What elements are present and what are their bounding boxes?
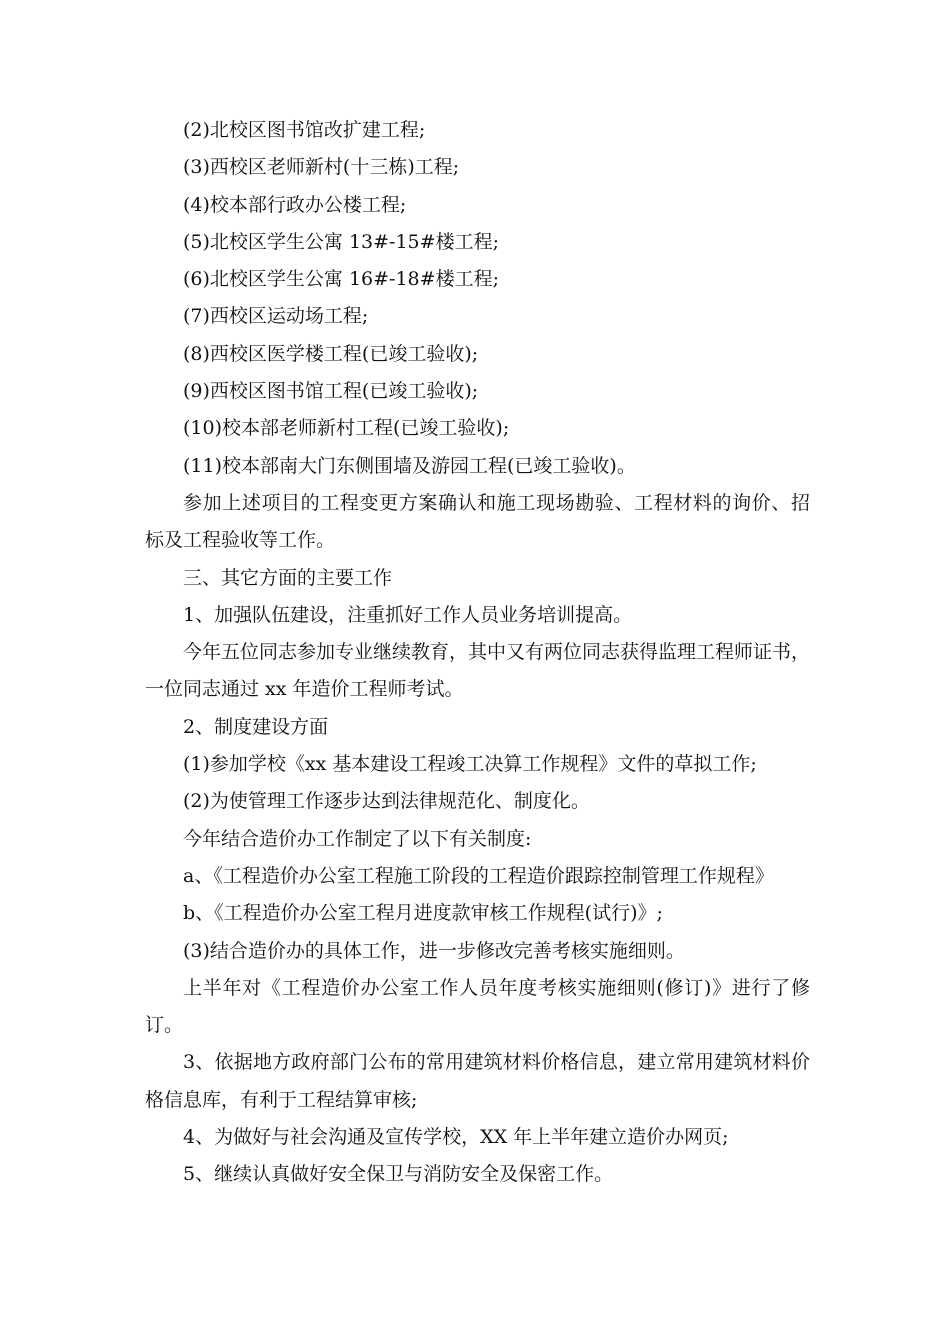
list-item: (11)校本部南大门东侧围墙及游园工程(已竣工验收)。 [183,454,636,477]
list-item: (6)北校区学生公寓 16#-18#楼工程; [183,268,499,291]
paragraph-line: 上半年对《工程造价办公室工作人员年度考核实施细则(修订)》进行了修 [183,976,810,999]
paragraph-line: 今年五位同志参加专业继续教育，其中又有两位同志获得监理工程师证书， [183,641,810,664]
list-item: (5)北校区学生公寓 13#-15#楼工程; [183,230,499,253]
section-heading: 三、其它方面的主要工作 [183,566,393,589]
list-item: (2)为使管理工作逐步达到法律规范化、制度化。 [183,790,590,813]
list-item: a、《工程造价办公室工程施工阶段的工程造价跟踪控制管理工作规程》 [183,864,774,887]
list-item: b、《工程造价办公室工程月进度款审核工作规程(试行)》; [183,902,663,925]
paragraph-line: 订。 [145,1014,184,1037]
paragraph-line: 4、为做好与社会沟通及宣传学校，XX 年上半年建立造价办网页; [183,1126,729,1149]
list-item: (9)西校区图书馆工程(已竣工验收); [183,380,479,403]
list-item: (3)西校区老师新村(十三栋)工程; [183,156,460,179]
list-item: (3)结合造价办的具体工作，进一步修改完善考核实施细则。 [183,939,685,962]
list-item: (4)校本部行政办公楼工程; [183,193,407,216]
list-item: (2)北校区图书馆改扩建工程; [183,119,426,141]
paragraph-line: 5、继续认真做好安全保卫与消防安全及保密工作。 [183,1163,614,1186]
list-item: (7)西校区运动场工程; [183,305,369,328]
list-item: (1)参加学校《xx 基本建设工程竣工决算工作规程》文件的草拟工作; [183,753,757,776]
paragraph-line: 今年结合造价办工作制定了以下有关制度: [183,827,532,850]
document-body [145,112,810,1194]
list-item: (8)西校区医学楼工程(已竣工验收); [183,342,479,365]
subsection-heading: 1、加强队伍建设，注重抓好工作人员业务培训提高。 [183,603,633,626]
paragraph-line: 参加上述项目的工程变更方案确认和施工现场勘验、工程材料的询价、招 [183,491,810,514]
paragraph-line: 标及工程验收等工作。 [145,529,336,552]
subsection-heading: 2、制度建设方面 [183,715,329,738]
list-item: (10)校本部老师新村工程(已竣工验收); [183,417,510,440]
paragraph-line: 一位同志通过 xx 年造价工程师考试。 [145,678,464,701]
paragraph-line: 3、依据地方政府部门公布的常用建筑材料价格信息，建立常用建筑材料价 [183,1051,810,1074]
paragraph-line: 格信息库，有利于工程结算审核; [145,1088,418,1111]
